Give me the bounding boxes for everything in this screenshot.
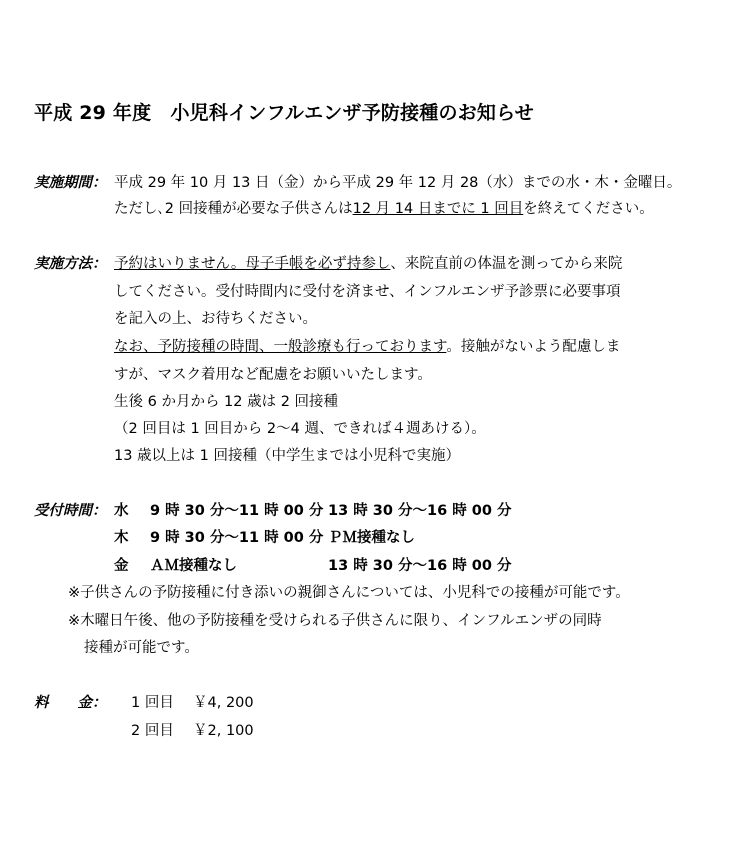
method-line-1 xyxy=(114,255,622,273)
hours-row-wed xyxy=(114,502,512,520)
hours-afternoon: 13 時 30 分～16 時 00 分 xyxy=(328,558,512,574)
method-bring-handbook: 母子手帳を必ず持参し xyxy=(245,256,391,272)
hours-day: 水 xyxy=(114,503,129,519)
hours-row-fri xyxy=(114,557,512,575)
hours-note-parents: ※子供さんの予防接種に付き添いの親御さんについては、小児科での接種が可能です。 xyxy=(68,585,630,601)
hours-morning: ＡＭ接種なし xyxy=(150,558,237,574)
hours-morning: 9 時 30 分～11 時 00 分 xyxy=(150,530,324,546)
hours-afternoon: ＰＭ接種なし xyxy=(328,530,415,546)
fee-item-1 xyxy=(131,694,254,712)
method-line-3: を記入の上、お待ちください。 xyxy=(114,311,317,327)
method-line-1-suffix: 、来院直前の体温を測ってから来院 xyxy=(390,256,623,272)
page-title: 平成 29 年度 小児科インフルエンザ予防接種のお知らせ xyxy=(34,102,534,124)
hours-day: 木 xyxy=(114,530,129,546)
method-general-care-note: なお、予防接種の時間、一般診療も行っております xyxy=(114,339,447,355)
period-label: 実施期間： xyxy=(34,175,107,191)
fee-item-2 xyxy=(131,722,254,740)
period-line-1: 平成 29 年 10 月 13 日（金）から平成 29 年 12 月 28（水）までの水・木・金曜日。 xyxy=(114,175,682,191)
hours-note-thursday-cont: 接種が可能です。 xyxy=(84,640,199,656)
method-line-4-suffix: 。接触がないよう配慮しま xyxy=(446,339,621,355)
period-line-2 xyxy=(114,200,654,218)
hours-morning: 9 時 30 分～11 時 00 分 xyxy=(150,503,324,519)
period-line-2-suffix: を終えてください。 xyxy=(523,201,654,217)
method-line-2: してください。受付時間内に受付を済ませ、インフルエンザ予診票に必要事項 xyxy=(114,284,621,300)
hours-day: 金 xyxy=(114,558,129,574)
hours-afternoon: 13 時 30 分～16 時 00 分 xyxy=(328,503,512,519)
method-line-4 xyxy=(114,338,620,356)
fee-times: 2 回目 xyxy=(131,723,174,739)
method-no-reservation: 予約はいりません。 xyxy=(114,256,246,272)
method-line-8: 13 歳以上は 1 回接種（中学生までは小児科で実施） xyxy=(114,448,461,464)
method-label: 実施方法： xyxy=(34,256,107,272)
method-line-6: 生後 6 か月から 12 歳は 2 回接種 xyxy=(114,394,339,410)
fee-times: 1 回目 xyxy=(131,695,174,711)
hours-row-thu xyxy=(114,529,415,547)
fee-price: ￥2, 100 xyxy=(193,723,254,739)
period-deadline-underlined: 12 月 14 日までに 1 回目 xyxy=(352,201,524,217)
fee-label: 料 金： xyxy=(34,695,107,711)
period-line-2-prefix: ただし､2 回接種が必要な子供さんは xyxy=(114,201,353,217)
method-line-5: すが、マスク着用など配慮をお願いいたします。 xyxy=(114,367,432,383)
fee-price: ￥4, 200 xyxy=(193,695,254,711)
method-line-7: （2 回目は 1 回目から 2～4 週、できれば４週あける）。 xyxy=(114,421,486,437)
hours-note-thursday: ※木曜日午後、他の予防接種を受けられる子供さんに限り、インフルエンザの同時 xyxy=(68,613,602,629)
hours-label: 受付時間： xyxy=(34,503,107,519)
